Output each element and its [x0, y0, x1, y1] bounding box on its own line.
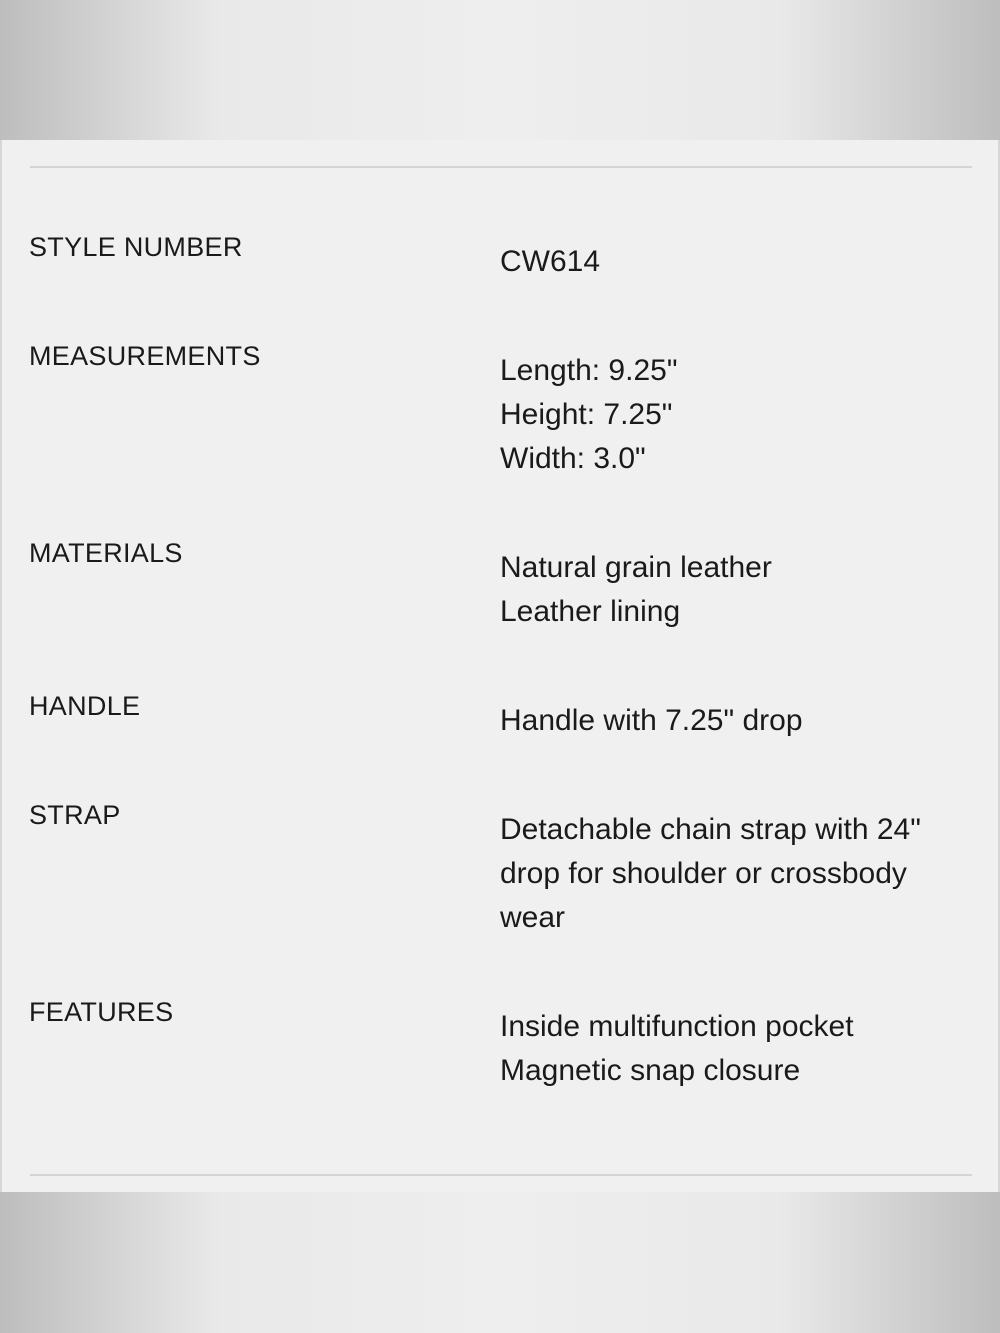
- spec-value: Inside multifunction pocket: [500, 1010, 854, 1043]
- spec-label-features: FEATURES: [29, 997, 174, 1027]
- spec-values-features: [500, 1005, 980, 1093]
- spec-label-measurements: MEASUREMENTS: [29, 341, 261, 371]
- spec-value: Height: 7.25": [500, 398, 673, 431]
- spec-value: Handle with 7.25" drop: [500, 704, 803, 737]
- product-specs-panel: [2, 140, 998, 1192]
- spec-values-handle: [500, 699, 980, 743]
- spec-value: Detachable chain strap with 24": [500, 813, 921, 846]
- spec-label-style-number: STYLE NUMBER: [29, 232, 243, 262]
- spec-value: CW614: [500, 245, 601, 278]
- spec-values-materials: [500, 546, 980, 634]
- spec-label-materials: MATERIALS: [29, 538, 183, 568]
- spec-values-measurements: [500, 349, 980, 481]
- top-background-band: [0, 0, 1000, 140]
- spec-value: drop for shoulder or crossbody: [500, 857, 907, 890]
- spec-value: Width: 3.0": [500, 442, 646, 475]
- bottom-divider: [30, 1174, 972, 1176]
- spec-label-handle: HANDLE: [29, 691, 141, 721]
- spec-values-strap: [500, 808, 980, 940]
- spec-value: Magnetic snap closure: [500, 1054, 801, 1087]
- spec-value: Natural grain leather: [500, 551, 772, 584]
- spec-value: Length: 9.25": [500, 354, 678, 387]
- top-divider: [30, 166, 972, 168]
- bottom-background-band: [0, 1192, 1000, 1333]
- spec-values-style-number: [500, 240, 980, 284]
- spec-value: wear: [500, 901, 566, 934]
- spec-label-strap: STRAP: [29, 800, 121, 830]
- spec-value: Leather lining: [500, 595, 681, 628]
